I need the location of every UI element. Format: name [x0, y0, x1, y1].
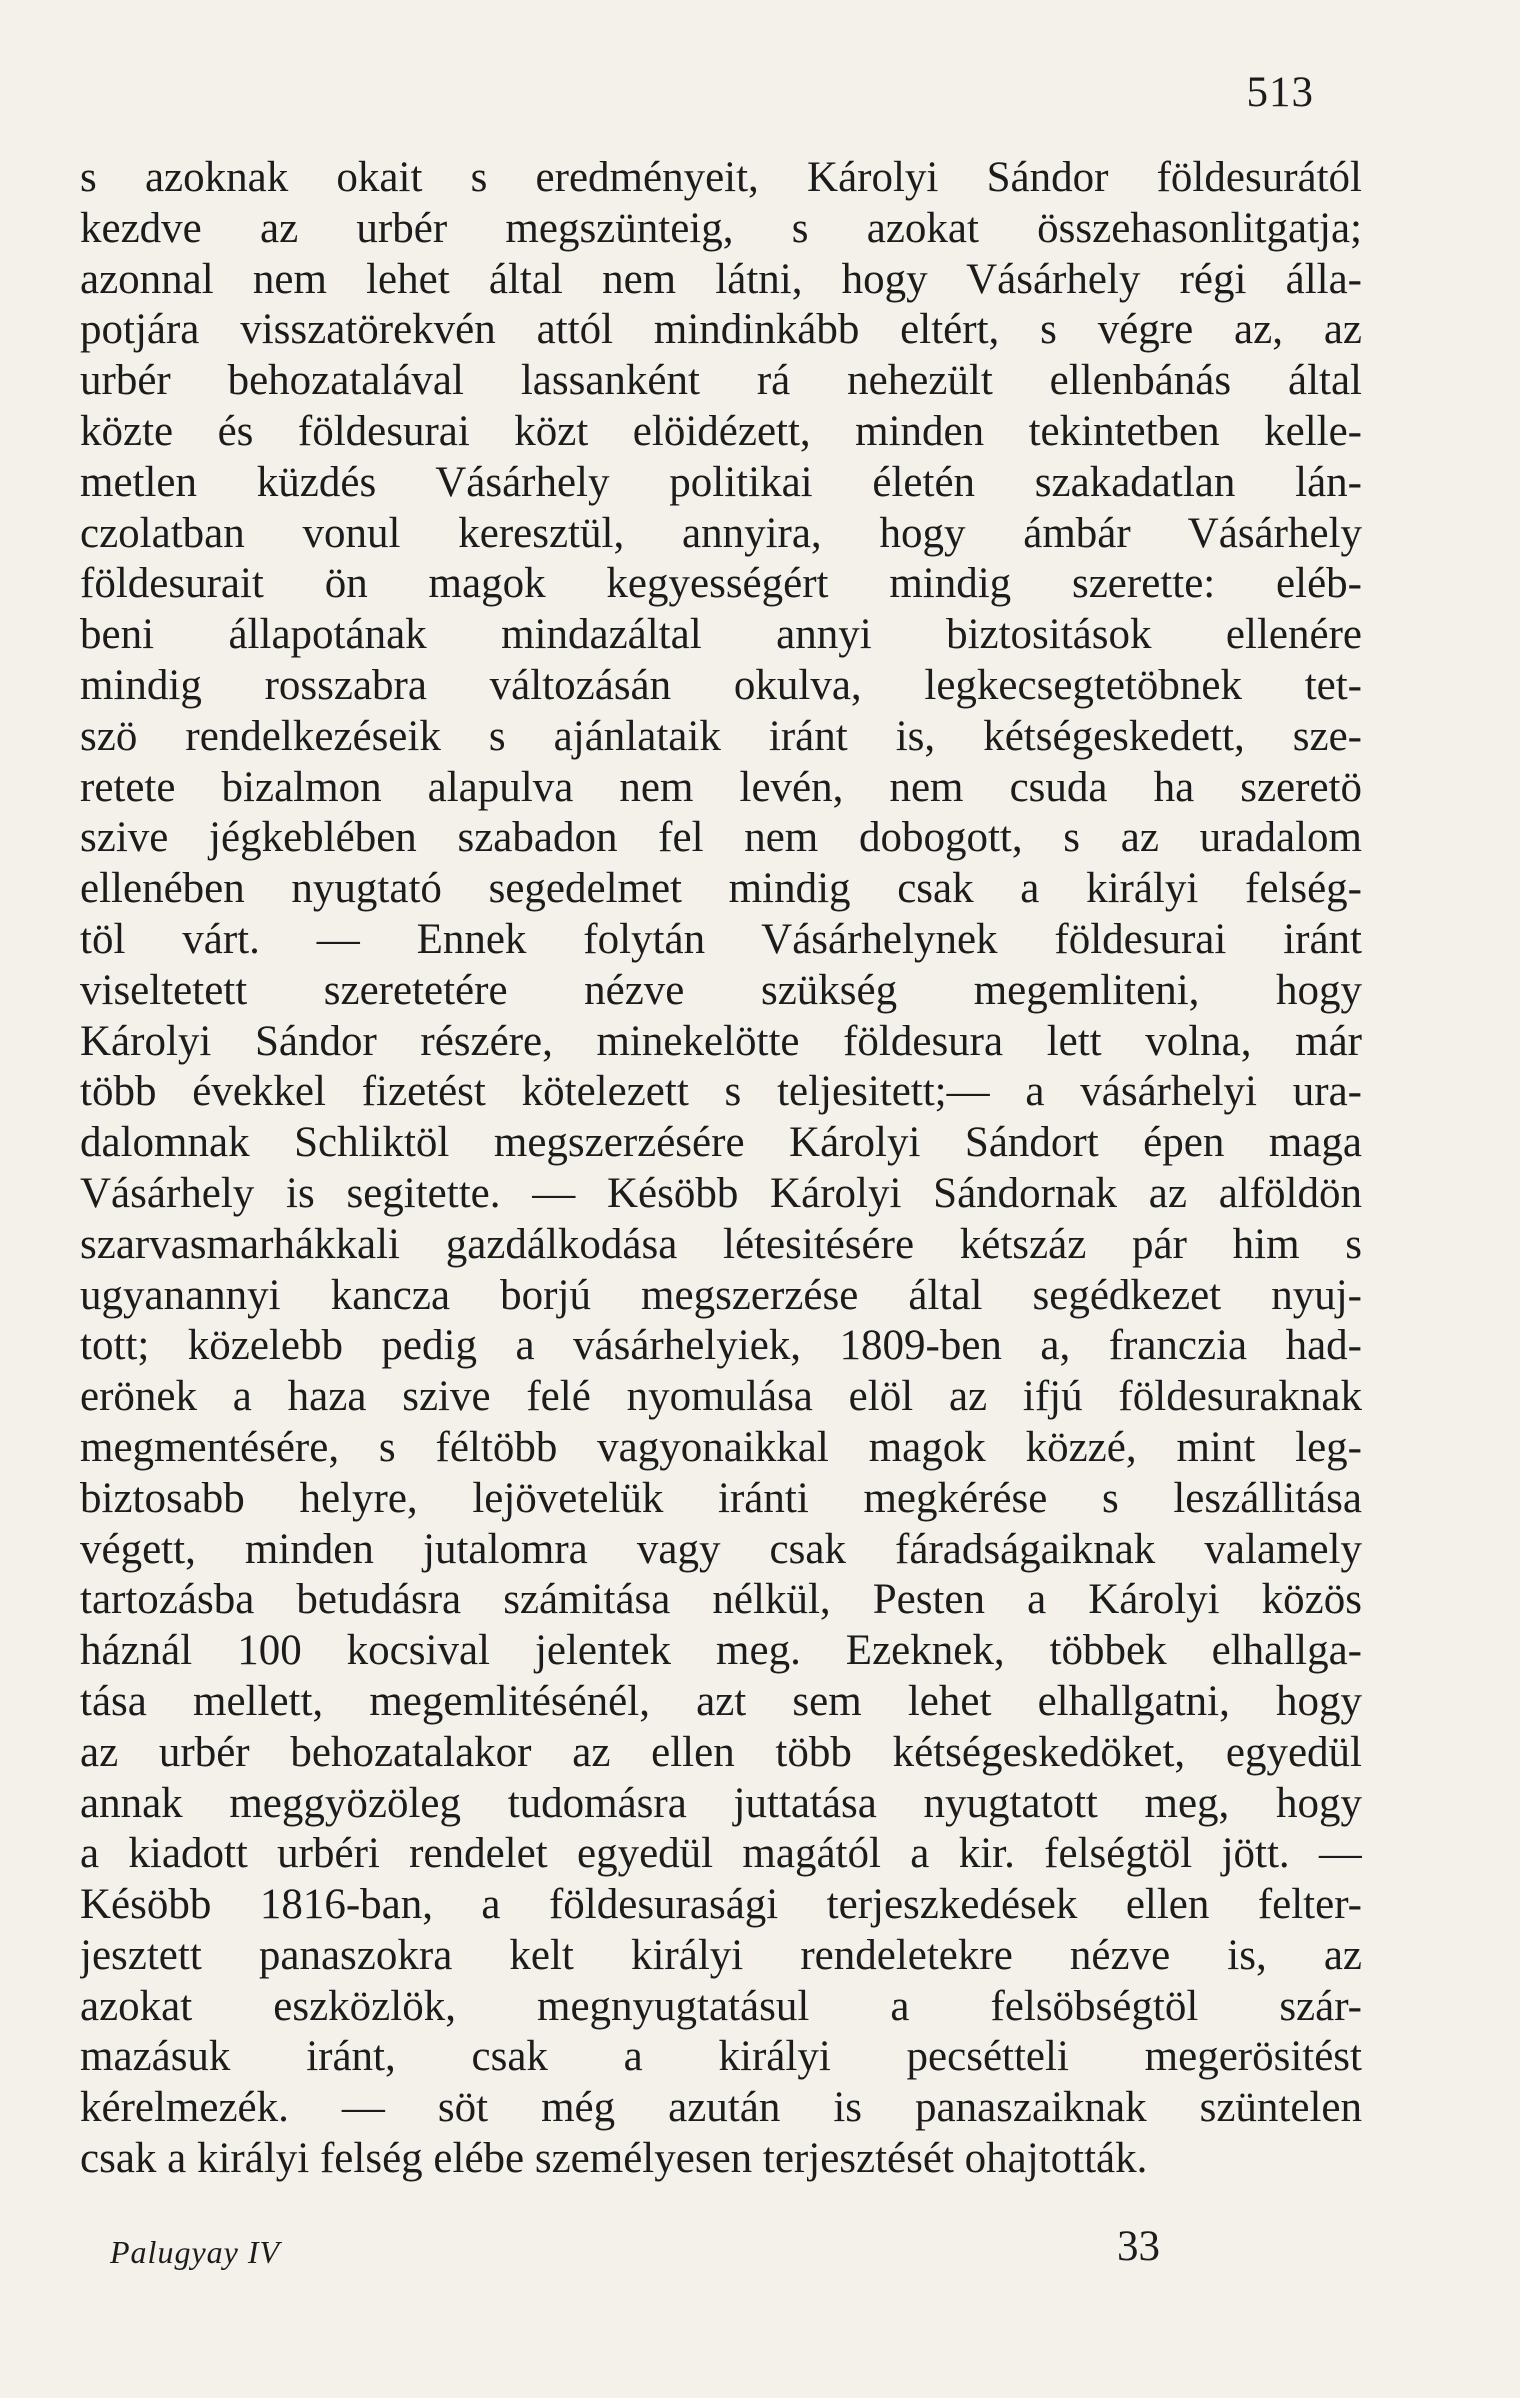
text-line: tartozásba betudásra számitása nélkül, Pesten a Károlyi közös [80, 1576, 1362, 1624]
text-line: biztosabb helyre, lejövetelük iránti megkérése s leszállitása [80, 1474, 1362, 1522]
page-number: 513 [1246, 69, 1314, 116]
text-line: potjára visszatörekvén attól mindinkább eltért, s végre az, az [80, 306, 1362, 354]
footer-sheet-number: 33 [1117, 2223, 1160, 2270]
footer-signature: Palugyay IV [110, 2234, 281, 2270]
text-line: megmentésére, s féltöbb vagyonaikkal magok közzé, mint leg- [80, 1423, 1362, 1471]
text-line: töl várt. — Ennek folytán Vásárhelynek földesurai iránt [80, 915, 1362, 963]
text-line: szö rendelkezéseik s ajánlataik iránt is, kétségeskedett, sze- [80, 712, 1362, 760]
text-line: háznál 100 kocsival jelentek meg. Ezeknek, többek elhallga- [80, 1627, 1362, 1675]
text-line: az urbér behozatalakor az ellen több kétségeskedöket, egyedül [80, 1728, 1362, 1776]
text-line: azokat eszközlök, megnyugtatásul a felsöbségtöl szár- [80, 1982, 1362, 2030]
text-line: viseltetett szeretetére nézve szükség megemliteni, hogy [80, 966, 1362, 1014]
text-line: szarvasmarhákkali gazdálkodása létesitésére kétszáz pár him s [80, 1220, 1362, 1268]
text-line: ugyanannyi kancza borjú megszerzése által segédkezet nyuj- [80, 1271, 1362, 1319]
text-line: urbér behozatalával lassanként rá nehezült ellenbánás által [80, 357, 1362, 405]
text-line: annak meggyözöleg tudomásra juttatása nyugtatott meg, hogy [80, 1779, 1362, 1827]
text-line: mazásuk iránt, csak a királyi pecsétteli megerösitést [80, 2033, 1362, 2081]
text-line: tása mellett, megemlitésénél, azt sem lehet elhallgatni, hogy [80, 1677, 1362, 1725]
text-line: Vásárhely is segitette. — Késöbb Károlyi Sándornak az alföldön [80, 1169, 1362, 1217]
text-line: azonnal nem lehet által nem látni, hogy Vásárhely régi álla- [80, 255, 1362, 303]
text-line: ellenében nyugtató segedelmet mindig csak a királyi felség- [80, 865, 1362, 913]
text-line: mindig rosszabra változásán okulva, legkecsegtetöbnek tet- [80, 661, 1362, 709]
text-line: kérelmezék. — söt még azután is panaszaiknak szüntelen [80, 2084, 1362, 2132]
text-line: Károlyi Sándor részére, minekelötte földesura lett volna, már [80, 1017, 1362, 1065]
text-line: metlen küzdés Vásárhely politikai életén szakadatlan lán- [80, 458, 1362, 506]
text-line: dalomnak Schliktöl megszerzésére Károlyi Sándort épen maga [80, 1119, 1362, 1167]
text-line: Késöbb 1816-ban, a földesurasági terjeszkedések ellen felter- [80, 1881, 1362, 1929]
text-line: több évekkel fizetést kötelezett s teljesitett;— a vásárhelyi ura- [80, 1068, 1362, 1116]
text-line: erönek a haza szive felé nyomulása elöl az ifjú földesuraknak [80, 1373, 1362, 1421]
text-line: végett, minden jutalomra vagy csak fáradságaiknak valamely [80, 1525, 1362, 1573]
text-line: csak a királyi felség elébe személyesen terjesztését ohajtották. [80, 2135, 1148, 2183]
text-line: szive jégkeblében szabadon fel nem dobogott, s az uradalom [80, 814, 1362, 862]
text-line: közte és földesurai közt elöidézett, minden tekintetben kelle- [80, 407, 1362, 455]
text-line: jesztett panaszokra kelt királyi rendeletekre nézve is, az [80, 1931, 1362, 1979]
text-line: czolatban vonul keresztül, annyira, hogy ámbár Vásárhely [80, 509, 1362, 557]
text-line: kezdve az urbér megszünteig, s azokat összehasonlitgatja; [80, 204, 1362, 252]
body-text [80, 153, 1362, 2185]
text-line: a kiadott urbéri rendelet egyedül magától a kir. felségtöl jött. — [80, 1830, 1362, 1878]
text-line: földesurait ön magok kegyességért mindig szerette: eléb- [80, 560, 1362, 608]
text-line: beni állapotának mindazáltal annyi biztositások ellenére [80, 611, 1362, 659]
text-line: tott; közelebb pedig a vásárhelyiek, 1809-ben a, franczia had- [80, 1322, 1362, 1370]
text-line: retete bizalmon alapulva nem levén, nem csuda ha szeretö [80, 763, 1362, 811]
text-line: s azoknak okait s eredményeit, Károlyi Sándor földesurától [80, 154, 1362, 201]
